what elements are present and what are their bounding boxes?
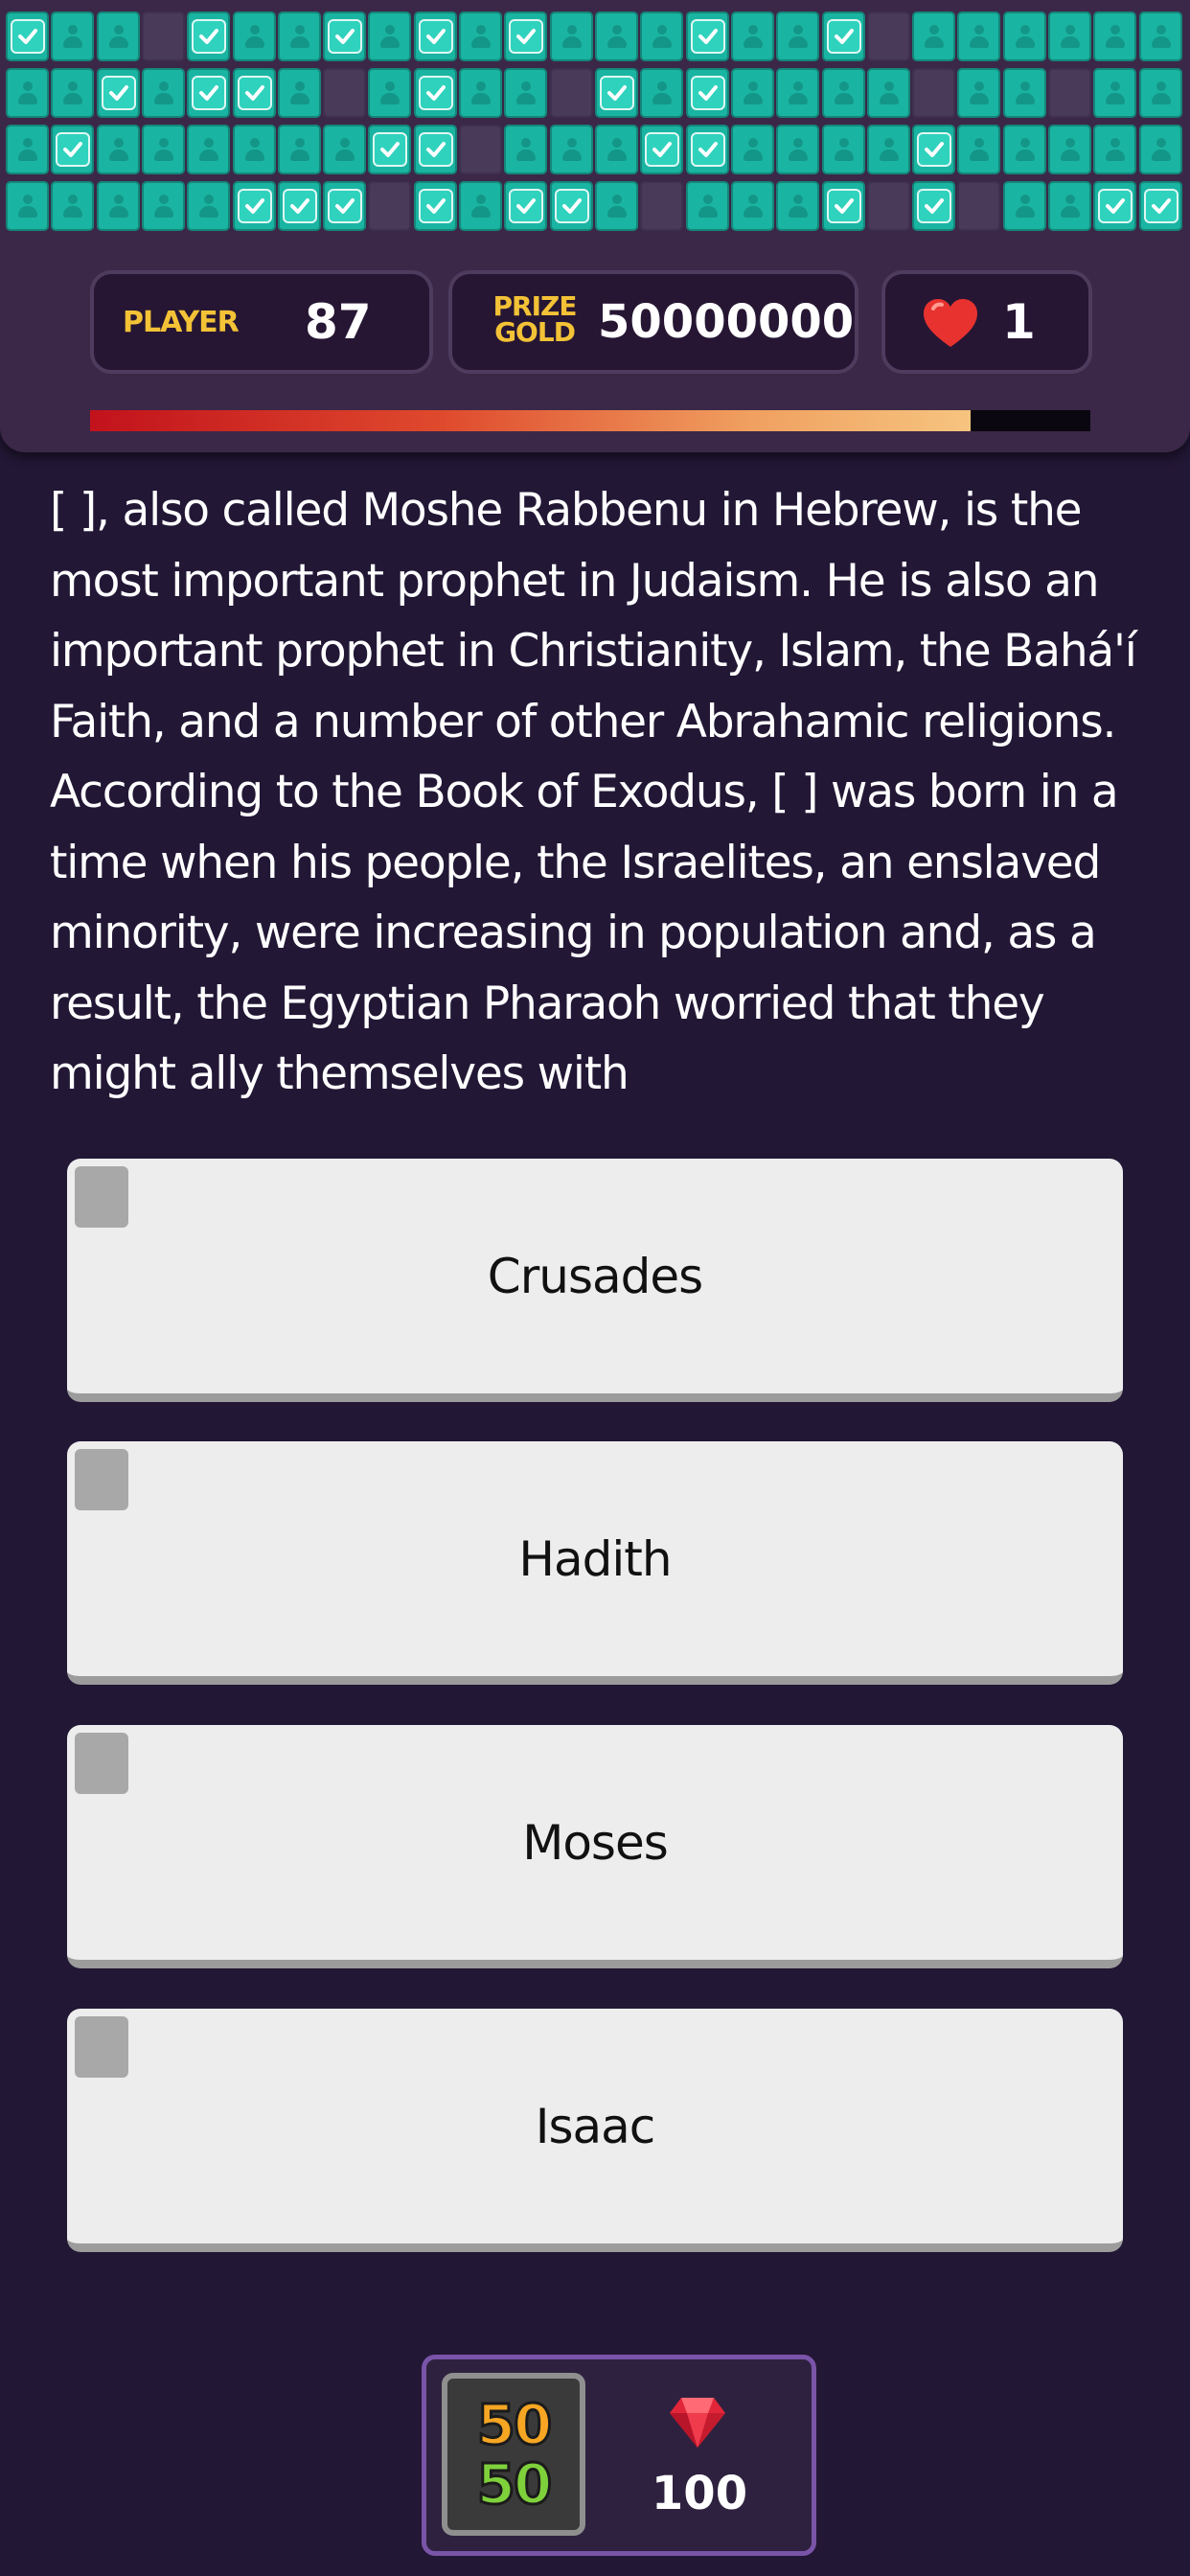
person-icon [1015,23,1036,50]
check-icon [555,189,589,223]
seat-player [776,181,819,231]
check-icon [691,76,725,110]
person-icon [1015,136,1036,163]
ruby-icon [668,2396,727,2450]
check-icon [419,19,453,54]
seat-player [731,12,774,61]
check-icon [917,189,951,223]
seat-player [957,68,1000,118]
player-count: 87 [305,294,372,350]
person-icon [606,136,628,163]
person-icon [108,193,129,219]
seat-answered [187,68,230,118]
seat-player [233,125,276,174]
lives-panel [881,270,1092,374]
person-icon [1060,23,1081,50]
seat-player [504,68,547,118]
check-icon [827,19,861,54]
seat-answered [686,125,729,174]
question-text: [ ], also called Moshe Rabbenu in Hebrew, is the most important prophet in Judaism. He is also an important prophet in Christianity, Islam, the Bahá'í Faith, and a number of other Abrahamic religions. According to the Book of Exodus, [ ] was born in a time when his people, the Israelites, an enslaved minority, were increasing in population and, as a result, the Egyptian Pharaoh worried that they might ally themselves with [50,484,1136,1100]
seat-answered [912,181,955,231]
seat-player [1139,12,1182,61]
seat-answered [414,68,457,118]
person-icon [743,193,764,219]
seat-player [1003,181,1046,231]
heart-icon [922,297,979,351]
seat-empty [323,68,366,118]
check-icon [102,76,136,110]
person-icon [198,136,219,163]
check-icon [328,189,362,223]
seat-player [51,12,94,61]
person-icon [379,23,400,50]
person-icon [470,23,492,50]
person-icon [834,136,855,163]
seat-player [1139,125,1182,174]
seat-answered [323,12,366,61]
person-icon [561,136,583,163]
seat-player [776,68,819,118]
seat-player [142,181,185,231]
seat-answered [187,12,230,61]
answer-option-label: Crusades [487,1248,703,1304]
person-icon [1105,136,1126,163]
seat-player [504,125,547,174]
check-icon [56,132,90,167]
game-header [0,0,1190,452]
person-icon [108,23,129,50]
seat-player [368,68,411,118]
person-icon [1060,193,1081,219]
seat-empty [640,181,683,231]
check-icon [373,132,407,167]
seat-player [1048,12,1091,61]
person-icon [153,80,174,106]
check-icon [283,189,317,223]
person-icon [743,136,764,163]
person-icon [743,23,764,50]
person-icon [924,23,945,50]
person-icon [788,136,809,163]
seat-empty [957,181,1000,231]
seat-empty [867,12,910,61]
seat-player [1093,68,1136,118]
person-icon [969,80,990,106]
person-icon [788,80,809,106]
fifty-fifty-bottom: 50 [476,2451,551,2517]
seat-answered [97,68,140,118]
seat-answered [278,181,321,231]
seat-player [640,68,683,118]
player-label: PLAYER [123,305,239,339]
seat-player [97,125,140,174]
prize-label-line2: GOLD [494,316,575,348]
seat-player [51,68,94,118]
seat-player [912,12,955,61]
seat-answered [233,181,276,231]
check-icon [827,189,861,223]
seat-player [278,68,321,118]
answer-option-2[interactable] [67,1441,1123,1685]
seat-player [822,125,865,174]
seat-answered [595,68,638,118]
answer-option-marker [75,1449,128,1510]
person-icon [561,23,583,50]
person-icon [515,136,537,163]
players-seat-grid [6,12,1184,238]
seat-player [187,181,230,231]
person-icon [17,136,38,163]
person-icon [652,80,673,106]
seat-player [1003,12,1046,61]
person-icon [652,23,673,50]
person-icon [1060,136,1081,163]
check-icon [691,19,725,54]
person-icon [62,80,83,106]
seat-player [459,68,502,118]
seat-player [731,181,774,231]
seat-player [867,125,910,174]
person-icon [108,136,129,163]
seat-player [323,125,366,174]
seat-player [1093,125,1136,174]
person-icon [743,80,764,106]
person-icon [1105,80,1126,106]
person-icon [834,80,855,106]
check-icon [419,132,453,167]
seat-empty [912,68,955,118]
seat-answered [51,125,94,174]
seat-answered [6,12,49,61]
fifty-fifty-lifeline-panel [422,2355,816,2556]
person-icon [153,136,174,163]
seat-player [1093,12,1136,61]
person-icon [62,193,83,219]
person-icon [515,80,537,106]
seat-player [368,12,411,61]
seat-player [278,125,321,174]
seat-player [142,125,185,174]
seat-player [6,68,49,118]
check-icon [645,132,679,167]
seat-answered [414,125,457,174]
seat-empty [459,125,502,174]
seat-player [550,125,593,174]
check-icon [917,132,951,167]
seat-player [142,68,185,118]
check-icon [192,76,226,110]
timer-progress-fill [90,410,971,431]
seat-answered [368,125,411,174]
answer-option-label: Moses [522,1814,668,1871]
person-icon [289,136,310,163]
person-icon [379,80,400,106]
check-icon [691,132,725,167]
seat-player [595,12,638,61]
seat-answered [640,125,683,174]
prize-amount: 50000000 [598,295,855,349]
person-icon [198,193,219,219]
check-icon [600,76,634,110]
person-icon [153,193,174,219]
seat-player [6,125,49,174]
check-icon [509,19,543,54]
person-icon [879,136,900,163]
seat-player [595,125,638,174]
person-icon [289,23,310,50]
person-icon [470,193,492,219]
check-icon [509,189,543,223]
seat-empty [867,181,910,231]
seat-answered [686,12,729,61]
lifeline-cost: 100 [651,2467,748,2520]
seat-player [1139,68,1182,118]
person-icon [1015,80,1036,106]
person-icon [1015,193,1036,219]
seat-player [867,68,910,118]
seat-answered [504,12,547,61]
check-icon [11,19,45,54]
seat-player [686,181,729,231]
answer-option-label: Hadith [518,1530,672,1587]
seat-player [957,125,1000,174]
person-icon [788,193,809,219]
seat-player [51,181,94,231]
person-icon [470,80,492,106]
seat-empty [550,68,593,118]
check-icon [238,189,272,223]
seat-answered [822,12,865,61]
seat-answered [414,181,457,231]
check-icon [238,76,272,110]
seat-player [957,12,1000,61]
fifty-fifty-top: 50 [476,2392,551,2457]
check-icon [419,189,453,223]
person-icon [289,80,310,106]
person-icon [606,193,628,219]
person-icon [62,23,83,50]
check-icon [1144,189,1179,223]
person-icon [969,136,990,163]
seat-answered [550,181,593,231]
seat-player [640,12,683,61]
seat-player [776,12,819,61]
seat-player [822,68,865,118]
seat-player [278,12,321,61]
seat-player [459,181,502,231]
answer-option-label: Isaac [535,2098,655,2154]
seat-answered [323,181,366,231]
seat-player [776,125,819,174]
seat-player [97,181,140,231]
seat-answered [1093,181,1136,231]
seat-player [595,181,638,231]
person-icon [244,23,265,50]
fifty-fifty-button[interactable] [442,2373,585,2536]
seat-player [1003,125,1046,174]
answer-option-marker [75,1166,128,1228]
seat-empty [368,181,411,231]
answer-option-1[interactable] [67,1159,1123,1402]
seat-answered [233,68,276,118]
seat-answered [912,125,955,174]
seat-player [1003,68,1046,118]
seat-player [550,12,593,61]
answer-option-4[interactable] [67,2009,1123,2252]
seat-player [1048,125,1091,174]
person-icon [1151,23,1172,50]
answer-option-marker [75,2016,128,2078]
check-icon [192,19,226,54]
seat-player [97,12,140,61]
prize-gold-panel [448,270,858,374]
person-icon [879,80,900,106]
person-icon [969,23,990,50]
person-icon [606,23,628,50]
seat-player [187,125,230,174]
seat-player [6,181,49,231]
person-icon [17,193,38,219]
seat-player [233,12,276,61]
seat-empty [142,12,185,61]
person-icon [788,23,809,50]
lives-count: 1 [1002,294,1036,350]
check-icon [328,19,362,54]
person-icon [334,136,355,163]
seat-answered [686,68,729,118]
person-icon [1151,80,1172,106]
person-icon [17,80,38,106]
player-count-panel [90,270,433,374]
person-icon [1105,23,1126,50]
prize-label-line1: PRIZE [492,290,577,322]
seat-player [1048,181,1091,231]
answer-option-3[interactable] [67,1725,1123,1968]
seat-answered [1139,181,1182,231]
person-icon [244,136,265,163]
seat-answered [822,181,865,231]
seat-player [731,68,774,118]
seat-answered [414,12,457,61]
person-icon [698,193,719,219]
check-icon [1098,189,1133,223]
timer-progress-bar [90,410,1090,431]
prize-gold-label [487,290,583,348]
seat-player [731,125,774,174]
person-icon [1151,136,1172,163]
check-icon [419,76,453,110]
seat-player [459,12,502,61]
answer-option-marker [75,1733,128,1794]
seat-answered [504,181,547,231]
seat-empty [1048,68,1091,118]
